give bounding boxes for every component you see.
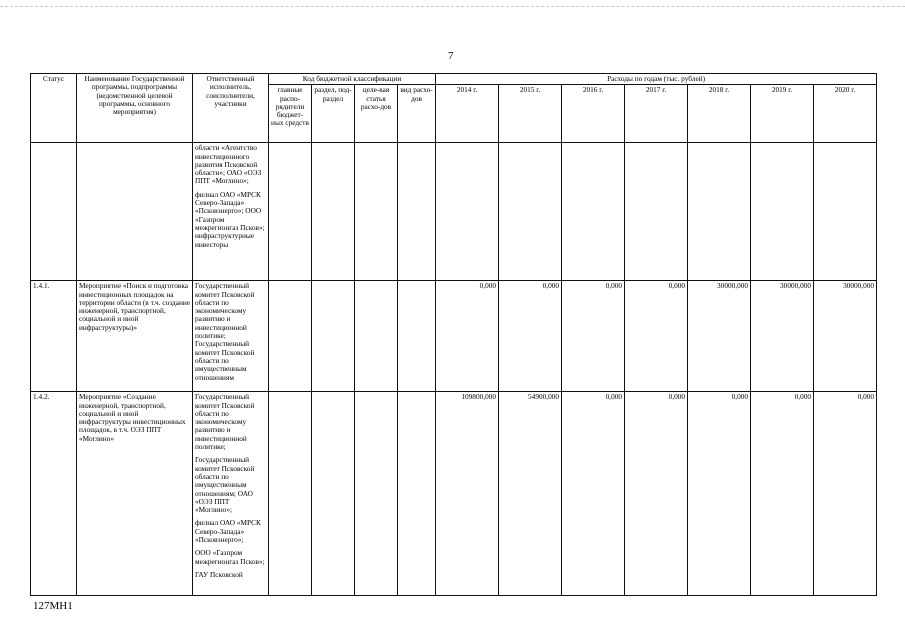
header-year: 2017 г. <box>625 85 688 143</box>
row-executor <box>193 281 269 392</box>
budget-cell <box>269 392 312 596</box>
row-name: Мероприятие «Создание инженерной, транспортной, социальной и иной инфраструктуры инвестиционных площадок, в т.ч. ОЭЗ ППТ «Моглино» <box>77 392 193 596</box>
expense-value: 30000,000 <box>814 281 877 392</box>
header-year: 2019 г. <box>751 85 814 143</box>
expense-value <box>562 143 625 281</box>
budget-cell <box>398 281 436 392</box>
page-number: 7 <box>448 50 454 62</box>
expense-value <box>436 143 499 281</box>
executor-paragraph: Государственный комитет Псковской области по имущественным отношениям; ОАО «ОЭЗ ППТ «Моглино»; <box>195 455 255 515</box>
expense-value: 0,000 <box>499 281 562 392</box>
budget-cell <box>269 143 312 281</box>
header-year: 2015 г. <box>499 85 562 143</box>
header-budget-sub: раздел, под-раздел <box>312 85 355 143</box>
header-year: 2018 г. <box>688 85 751 143</box>
header-year: 2014 г. <box>436 85 499 143</box>
expense-value <box>499 143 562 281</box>
budget-table <box>30 73 877 596</box>
budget-cell <box>312 143 355 281</box>
expense-value: 0,000 <box>814 392 877 596</box>
row-name <box>77 143 193 281</box>
executor-paragraph: филиал ОАО «МРСК Северо-Запада» «Псковэнерго»; ООО «Газпром межрегионгаз Псков»; инфраструктурные инвесторы <box>195 189 265 249</box>
executor-paragraph: ГАУ Псковской <box>195 569 243 579</box>
row-code: 1.4.2. <box>31 392 77 596</box>
expense-value: 0,000 <box>562 392 625 596</box>
expense-value: 30000,000 <box>751 281 814 392</box>
row-executor <box>193 143 269 281</box>
expense-value: 0,000 <box>751 392 814 596</box>
budget-cell <box>312 392 355 596</box>
expense-value: 0,000 <box>688 392 751 596</box>
executor-paragraph: области «Агентство инвестиционного развития Псковской области»; ОАО «ОЭЗ ППТ «Моглино»; <box>195 143 262 186</box>
expense-value <box>625 143 688 281</box>
expense-value: 0,000 <box>436 281 499 392</box>
header-budget-sub: вид расхо-дов <box>398 85 436 143</box>
expense-value: 109800,000 <box>436 392 499 596</box>
executor-paragraph: Государственный комитет Псковской области по экономическому развитию и инвестиционной политике; <box>195 392 255 452</box>
executor-paragraph: Государственный комитет Псковской области по экономическому развитию и инвестиционной политике; Государственный комитет Псковской области по имущественным отношениям <box>195 281 255 382</box>
row-name: Мероприятие «Поиск и подготовка инвестиционных площадок на территории области (в т.ч. создание инженерной, транспортной, социальной и иной инфраструктуры)» <box>77 281 193 392</box>
expense-value: 30000,000 <box>688 281 751 392</box>
row-executor <box>193 392 269 596</box>
expense-value <box>814 143 877 281</box>
header-status: Статус <box>31 74 77 143</box>
budget-cell <box>355 392 398 596</box>
header-year: 2016 г. <box>562 85 625 143</box>
budget-cell <box>312 281 355 392</box>
scan-edge-line <box>0 6 905 7</box>
header-executor: Ответственный исполнитель, соисполнители, участники <box>193 74 269 143</box>
expense-value <box>751 143 814 281</box>
header-budget-code: Код бюджетной классификации <box>269 74 436 85</box>
executor-paragraph: филиал ОАО «МРСК Северо-Запада» «Псковэнерго»; <box>195 518 261 545</box>
footer-code: 127МН1 <box>33 600 73 612</box>
expense-value: 54900,000 <box>499 392 562 596</box>
row-code <box>31 143 77 281</box>
expense-value: 0,000 <box>625 281 688 392</box>
expense-value <box>688 143 751 281</box>
table-row <box>31 143 877 281</box>
budget-cell <box>355 143 398 281</box>
table-row <box>31 281 877 392</box>
header-year: 2020 г. <box>814 85 877 143</box>
expense-value: 0,000 <box>625 392 688 596</box>
budget-cell <box>398 392 436 596</box>
header-expenses: Расходы по годам (тыс. рублей) <box>436 74 877 85</box>
header-budget-sub: целе-вая статья расхо-дов <box>355 85 398 143</box>
budget-cell <box>269 281 312 392</box>
expense-value: 0,000 <box>562 281 625 392</box>
budget-cell <box>355 281 398 392</box>
executor-paragraph: ООО «Газпром межрегионгаз Псков»; <box>195 548 265 566</box>
header-budget-sub: главные распо-рядители бюджет-ных средств <box>269 85 312 143</box>
header-name: Наименование Государственной программы, подпрограммы (ведомственной целевой программы, основного мероприятия) <box>77 74 193 143</box>
row-code: 1.4.1. <box>31 281 77 392</box>
budget-cell <box>398 143 436 281</box>
table-row <box>31 392 877 596</box>
